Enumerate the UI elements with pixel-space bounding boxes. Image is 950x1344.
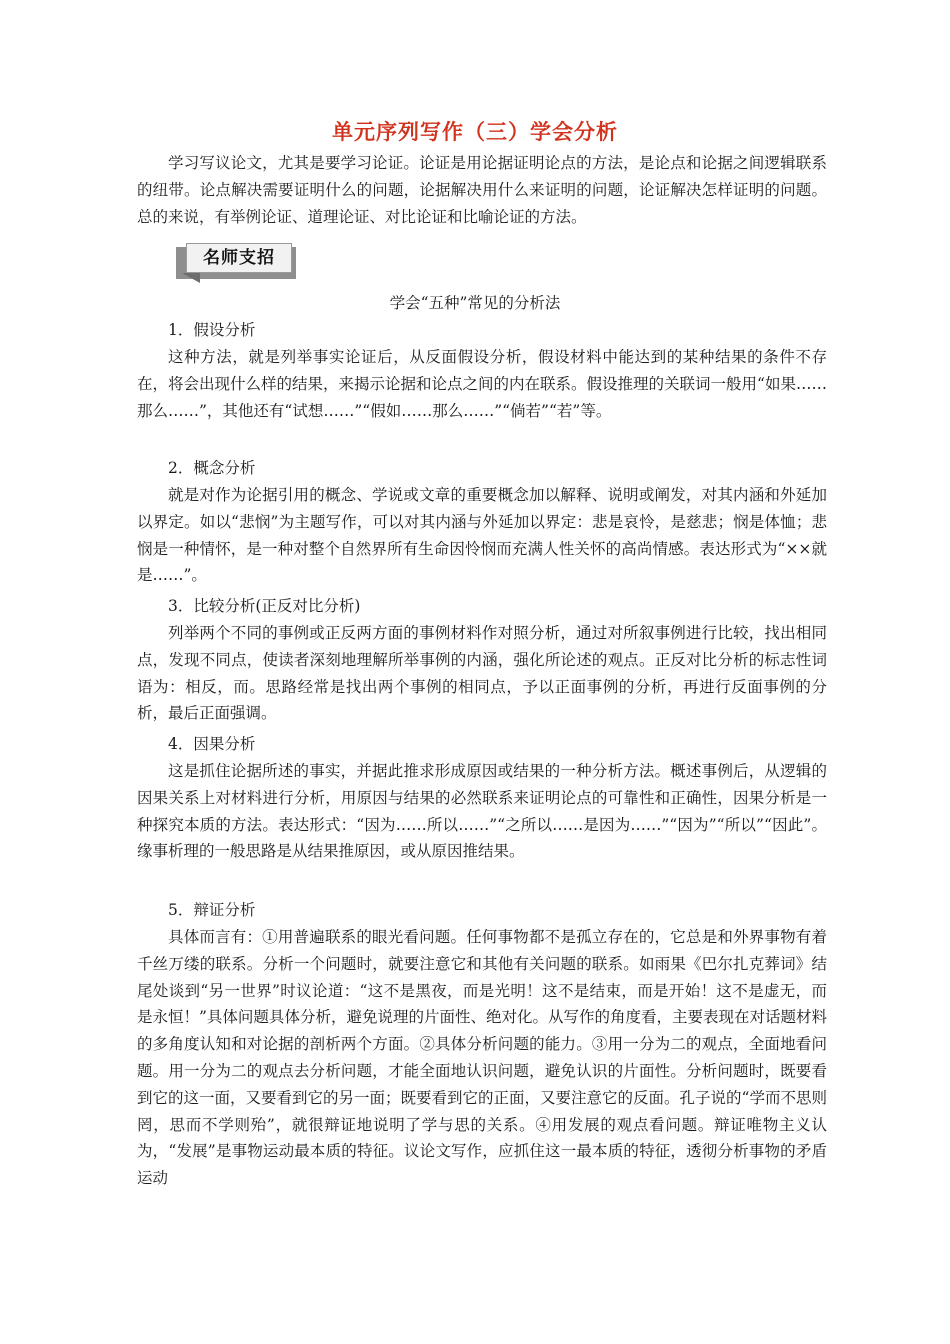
badge-tail (182, 273, 200, 283)
section-heading-hypothesis: 1．假设分析 (168, 321, 256, 339)
tips-badge (176, 243, 296, 285)
section-title: 学会“五种”常见的分析法 (389, 294, 561, 312)
section-body-concept: 就是对作为论据引用的概念、学说或文章的重要概念加以解释、说明或阐发，对其内涵和外延加以界定。如以“悲悯”为主题写作，可以对其内涵与外延加以界定：悲是哀怜，是慈悲；悯是体恤；悲悯是一种情怀，是一种对整个自然界所有生命因怜悯而充满人性关怀的高尚情感。表达形式为“××就是……”。 (137, 486, 827, 585)
section-heading-concept: 2．概念分析 (168, 459, 256, 477)
section-heading-causal: 4．因果分析 (168, 735, 256, 753)
page-title: 单元序列写作（三）学会分析 (332, 120, 618, 144)
section-body-causal: 这是抓住论据所述的事实，并据此推求形成原因或结果的一种分析方法。概述事例后，从逻辑的因果关系上对材料进行分析，用原因与结果的必然联系来证明论点的可靠性和正确性，因果分析是一种探究本质的方法。表达形式：“因为……所以……”“之所以……是因为……”“因为”“所以”“因此”。缘事析理的一般思路是从结果推原因，或从原因推结果。 (137, 762, 827, 861)
section-body-hypothesis: 这种方法，就是列举事实论证后，从反面假设分析，假设材料中能达到的某种结果的条件不存在，将会出现什么样的结果，来揭示论据和论点之间的内在联系。假设推理的关联词一般用“如果……那么……”，其他还有“试想……”“假如……那么……”“倘若”“若”等。 (137, 348, 827, 420)
section-heading-dialectic: 5．辩证分析 (168, 901, 256, 919)
section-body-dialectic: 具体而言有：①用普遍联系的眼光看问题。任何事物都不是孤立存在的，它总是和外界事物有着千丝万缕的联系。分析一个问题时，就要注意它和其他有关问题的联系。如雨果《巴尔扎克葬词》结尾处谈到“另一世界”时议论道：“这不是黑夜，而是光明！这不是结束，而是开始！这不是虚无，而是永恒！”具体问题具体分析，避免说理的片面性、绝对化。从写作的角度看，主要表现在对话题材料的多角度认知和对论据的剖析两个方面。②具体分析问题的能力。③用一分为二的观点，全面地看问题。用一分为二的观点去分析问题，才能全面地认识问题，避免认识的片面性。分析问题时，既要看到它的这一面，又要看到它的另一面；既要看到它的正面，又要注意它的反面。孔子说的“学而不思则罔，思而不学则殆”，就很辩证地说明了学与思的关系。④用发展的观点看问题。辩证唯物主义认为，“发展”是事物运动最本质的特征。议论文写作，应抓住这一最本质的特征，透彻分析事物的矛盾运动 (137, 928, 827, 1188)
section-heading-comparison: 3．比较分析(正反对比分析) (168, 597, 361, 615)
badge-label: 名师支招 (186, 243, 292, 273)
intro-paragraph: 学习写议论文，尤其是要学习论证。论证是用论据证明论点的方法，是论点和论据之间逻辑联系的纽带。论点解决需要证明什么的问题，论据解决用什么来证明的问题，论证解决怎样证明的问题。总的来说，有举例论证、道理论证、对比论证和比喻论证的方法。 (137, 154, 827, 226)
section-body-comparison: 列举两个不同的事例或正反两方面的事例材料作对照分析，通过对所叙事例进行比较，找出相同点，发现不同点，使读者深刻地理解所举事例的内涵，强化所论述的观点。正反对比分析的标志性词语为：相反，而。思路经常是找出两个事例的相同点，予以正面事例的分析，再进行反面事例的分析，最后正面强调。 (137, 624, 827, 723)
